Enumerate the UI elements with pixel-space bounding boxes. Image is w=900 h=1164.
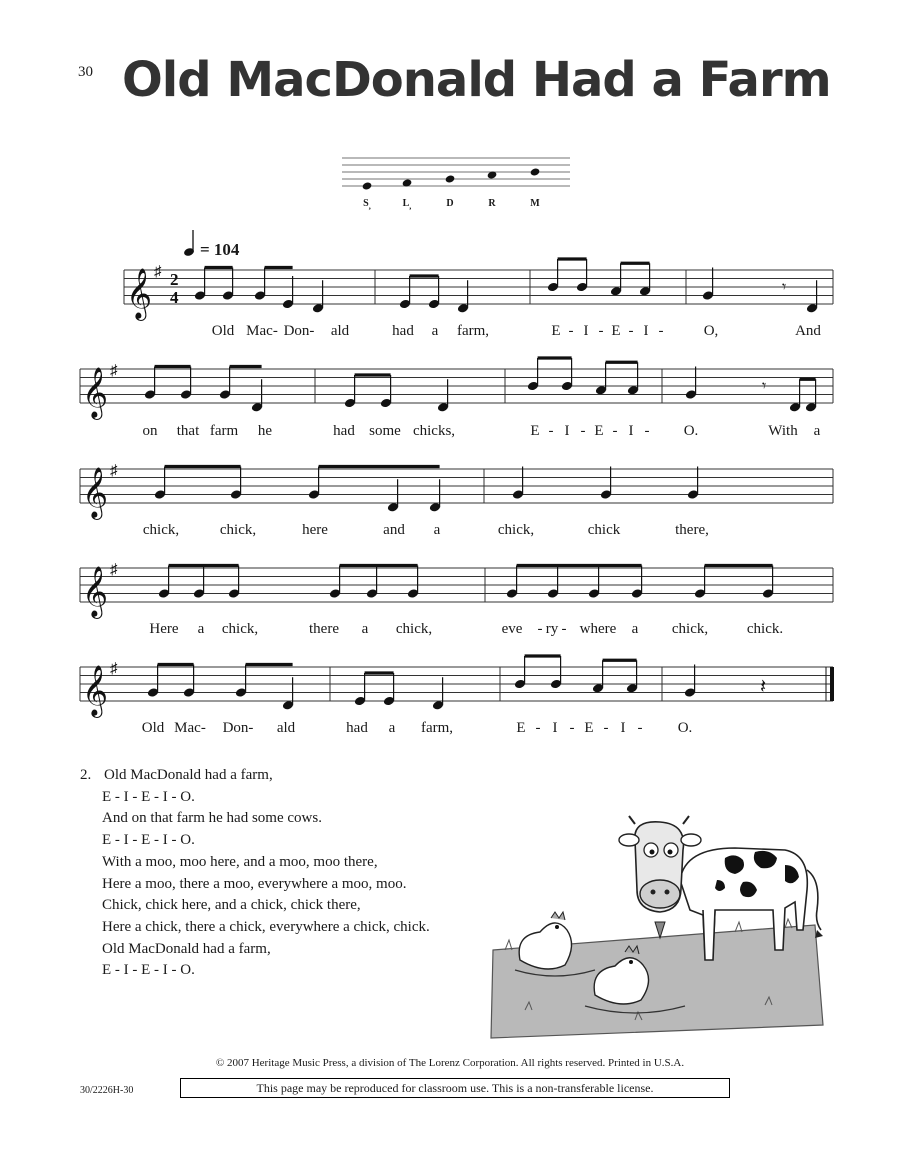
lyric-syllable: eve [501, 621, 523, 637]
lyric-syllable: chick, [142, 522, 180, 538]
lyric-syllable: E [551, 323, 561, 339]
lyric-syllable: and [383, 522, 405, 538]
verse-line: Old MacDonald had a farm, [102, 940, 271, 957]
lyric-syllable: chick. [746, 621, 784, 637]
lyric-syllable: - [598, 323, 604, 339]
lyric-syllable: a [361, 621, 369, 637]
verse-line: E - I - E - I - O. [102, 832, 195, 849]
copyright-notice: © 2007 Heritage Music Press, a division of The Lorenz Corporation. All rights reserved. Printed in U.S.A. [215, 1057, 685, 1069]
lyric-syllable: on [142, 423, 158, 439]
lyric-syllable: ald [330, 323, 350, 339]
lyric-syllable: a [631, 621, 639, 637]
verse-line: E - I - E - I - O. [102, 788, 195, 805]
verse-line: Chick, chick here, and a chick, chick there, [102, 897, 361, 914]
lyric-syllable: Here [149, 621, 179, 637]
verse-line: E - I - E - I - O. [102, 962, 195, 979]
lyric-syllable: - [561, 621, 567, 637]
lyric-syllable: chick, [497, 522, 535, 538]
lyric-syllable: - [568, 323, 574, 339]
lyric-syllable: farm, [456, 323, 490, 339]
lyric-syllable: had [346, 720, 368, 736]
lyric-syllable: farm [209, 423, 239, 439]
lyric-syllable: E [594, 423, 604, 439]
lyric-syllable: farm, [420, 720, 454, 736]
lyric-syllable: ry [545, 621, 559, 637]
quarter-rest: 𝄽 [760, 676, 767, 698]
lyric-syllable: E [516, 720, 526, 736]
verse-line: And on that farm he had some cows. [102, 810, 322, 827]
lyric-syllable: ald [276, 720, 296, 736]
lyric-syllable: - [548, 423, 554, 439]
lyric-syllable: - [637, 720, 643, 736]
lyric-syllable: a [813, 423, 821, 439]
eighth-rest: 𝄾 [782, 279, 787, 296]
treble-clef: 𝄞 [82, 368, 109, 417]
solfege-m: M [530, 198, 540, 209]
treble-clef: 𝄞 [82, 567, 109, 616]
lyric-syllable: had [333, 423, 355, 439]
lyric-syllable: - [603, 720, 609, 736]
lyric-syllable: here [302, 522, 328, 538]
verse-line: Old MacDonald had a farm, [104, 767, 273, 783]
lyric-syllable: he [257, 423, 273, 439]
treble-clef: 𝄞 [82, 666, 109, 715]
catalog-number: 30/2226H-30 [80, 1085, 134, 1096]
lyric-syllable: chick, [395, 621, 433, 637]
verse-line: Here a moo, there a moo, everywhere a moo, moo. [102, 875, 407, 892]
time-signature-top: 2 [170, 270, 179, 289]
lyric-syllable: O, [703, 323, 719, 339]
key-signature-sharp: ♯ [110, 562, 118, 578]
lyric-syllable: E [611, 323, 621, 339]
solfege-l: $L_,$ [402, 198, 412, 211]
lyric-syllable: chick, [221, 621, 259, 637]
verse-number: 2. [80, 767, 92, 783]
lyric-syllable: Mac- [174, 720, 206, 736]
lyric-syllable: I [552, 720, 558, 736]
key-signature-sharp: ♯ [110, 463, 118, 479]
verse-2 [80, 765, 430, 982]
lyric-syllable: where [579, 621, 617, 637]
lyric-syllable: that [176, 423, 200, 439]
lyric-syllable: O. [683, 423, 699, 439]
page-title: Old MacDonald Had a Farm [122, 52, 831, 108]
lyric-syllable: a [433, 522, 441, 538]
lyric-syllable: a [431, 323, 439, 339]
lyric-syllable: I [583, 323, 589, 339]
lyric-syllable: - [535, 720, 541, 736]
lyric-syllable: chick, [219, 522, 257, 538]
lyric-syllable: - [580, 423, 586, 439]
lyric-syllable: Old [141, 720, 165, 736]
lyric-syllable: a [388, 720, 396, 736]
lyric-syllable: I [628, 423, 634, 439]
verse-line: Here a chick, there a chick, everywhere a chick, chick. [102, 918, 430, 935]
lyric-syllable: - [537, 621, 543, 637]
key-signature-sharp: ♯ [154, 264, 162, 280]
lyric-syllable: had [392, 323, 414, 339]
solfege-d: D [446, 198, 454, 209]
lyric-syllable: I [620, 720, 626, 736]
lyric-syllable: some [369, 423, 401, 439]
lyric-syllable: a [197, 621, 205, 637]
treble-clef: 𝄞 [82, 468, 109, 517]
lyric-syllable: - [569, 720, 575, 736]
lyric-syllable: - [628, 323, 634, 339]
farm-illustration [485, 810, 830, 1045]
lyric-syllable: - [644, 423, 650, 439]
lyric-syllable: there [309, 621, 339, 637]
verse-line: With a moo, moo here, and a moo, moo there, [102, 853, 378, 870]
solfege-r: R [488, 198, 496, 209]
lyric-syllable: chick, [671, 621, 709, 637]
lyric-syllable: chick [587, 522, 621, 538]
license-notice: This page may be reproduced for classroom use. This is a non-transferable license. [180, 1078, 730, 1098]
key-signature-sharp: ♯ [110, 661, 118, 677]
lyric-syllable: chicks, [412, 423, 456, 439]
eighth-rest: 𝄾 [762, 378, 767, 395]
key-signature-sharp: ♯ [110, 363, 118, 379]
lyric-syllable: - [612, 423, 618, 439]
page-number: 30 [78, 64, 93, 80]
lyric-syllable: - [658, 323, 664, 339]
lyric-syllable: E [530, 423, 540, 439]
lyric-syllable: Don- [222, 720, 254, 736]
treble-clef: 𝄞 [126, 269, 153, 318]
lyric-syllable: Mac- [246, 323, 278, 339]
time-signature-bottom: 4 [170, 288, 179, 307]
tempo-marking: = 104 [200, 240, 240, 259]
lyric-syllable: O. [677, 720, 693, 736]
lyric-syllable: E [584, 720, 594, 736]
lyric-syllable: I [564, 423, 570, 439]
lyric-syllable: Don- [283, 323, 315, 339]
lyric-syllable: Old [211, 323, 235, 339]
lyric-syllable: there, [675, 522, 709, 538]
lyric-syllable: I [643, 323, 649, 339]
solfege-s: $S_,$ [363, 198, 371, 211]
lyric-syllable: With [768, 423, 798, 439]
lyric-syllable: And [795, 323, 821, 339]
